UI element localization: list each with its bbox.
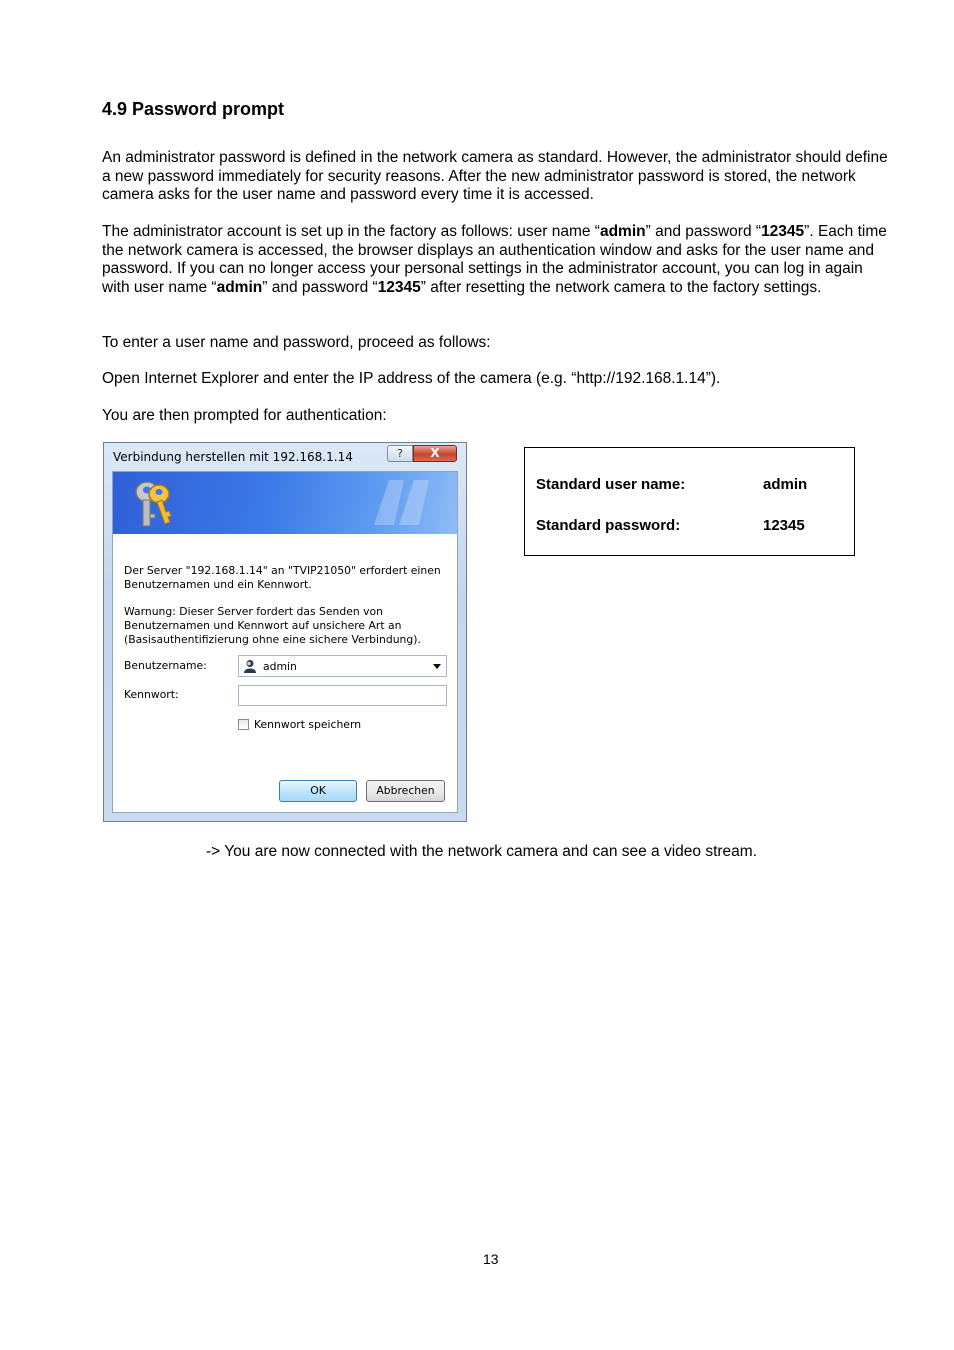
- user-icon: [243, 659, 257, 673]
- bold-username: admin: [599, 223, 646, 240]
- section-title: Password prompt: [132, 99, 285, 119]
- watermark-icon: [369, 475, 439, 531]
- close-button[interactable]: X: [413, 445, 457, 462]
- username-value: admin: [263, 660, 297, 673]
- message-line: Warnung: Dieser Server fordert das Senden von: [124, 605, 383, 618]
- message-line: Benutzernamen und ein Kennwort.: [124, 578, 312, 591]
- dialog-window-controls: [387, 445, 457, 462]
- bold-password: 12345: [761, 223, 805, 240]
- chevron-down-icon[interactable]: [433, 664, 441, 669]
- paragraph-prompted: You are then prompted for authentication:: [102, 407, 387, 424]
- standard-username-value: admin: [763, 476, 808, 493]
- cancel-button[interactable]: Abbrechen: [366, 780, 445, 802]
- server-message: [124, 564, 449, 592]
- paragraph-intro: An administrator password is defined in the network camera as standard. However, the administrator should define a new password immediately for security reasons. After the new administrator password is stored, the network camera asks for the user name and password every time it is accessed.: [102, 149, 888, 203]
- bold-username: admin: [216, 278, 263, 296]
- text-fragment: ” and password “: [262, 278, 378, 296]
- section-number: 4.9: [102, 99, 128, 119]
- result-text: -> You are now connected with the network camera and can see a video stream.: [206, 843, 758, 860]
- password-label: Kennwort:: [124, 688, 179, 701]
- paragraph-proceed: To enter a user name and password, proceed as follows:: [102, 334, 491, 351]
- auth-dialog: [103, 442, 467, 822]
- page-number: 13: [483, 1251, 499, 1267]
- message-line: Der Server "192.168.1.14" an "TVIP21050" erfordert einen: [124, 564, 441, 577]
- text-fragment: ” after resetting the network camera to the factory settings.: [420, 278, 822, 296]
- remember-password-checkbox[interactable]: [238, 719, 249, 730]
- standard-password-label: Standard password:: [536, 517, 681, 534]
- username-combobox[interactable]: [238, 655, 447, 677]
- ok-button[interactable]: OK: [279, 780, 357, 802]
- remember-password-label[interactable]: Kennwort speichern: [254, 718, 362, 731]
- username-label: Benutzername:: [124, 659, 207, 672]
- standard-username-label: Standard user name:: [536, 476, 686, 493]
- paragraph-open-ie: Open Internet Explorer and enter the IP address of the camera (e.g. “http://192.168.1.14”).: [102, 370, 721, 387]
- standard-password-value: 12345: [763, 517, 805, 534]
- paragraph-factory-account: [102, 223, 892, 297]
- text-fragment: The administrator account is set up in the factory as follows: user name “: [102, 223, 600, 240]
- message-line: (Basisauthentifizierung ohne eine sichere Verbindung).: [124, 633, 421, 646]
- text-fragment: ” and password “: [645, 223, 762, 240]
- keys-icon: [127, 476, 181, 530]
- bold-password: 12345: [377, 278, 421, 296]
- credentials-box: [524, 447, 855, 556]
- dialog-title: Verbindung herstellen mit 192.168.1.14: [113, 450, 353, 464]
- section-heading: [102, 99, 284, 120]
- message-line: Benutzernamen und Kennwort auf unsichere Art an: [124, 619, 402, 632]
- dialog-body: [112, 471, 458, 813]
- text-fragment: ”. Each time the network camera is accessed, the browser displays an authentication window and asks for the user name and password. If you can no longer access your personal settings in the administrator account, you can log in again with user name “: [102, 223, 887, 296]
- password-field[interactable]: [238, 685, 447, 706]
- help-button[interactable]: ?: [387, 445, 413, 462]
- dialog-banner: [113, 472, 457, 534]
- warning-message: [124, 605, 449, 647]
